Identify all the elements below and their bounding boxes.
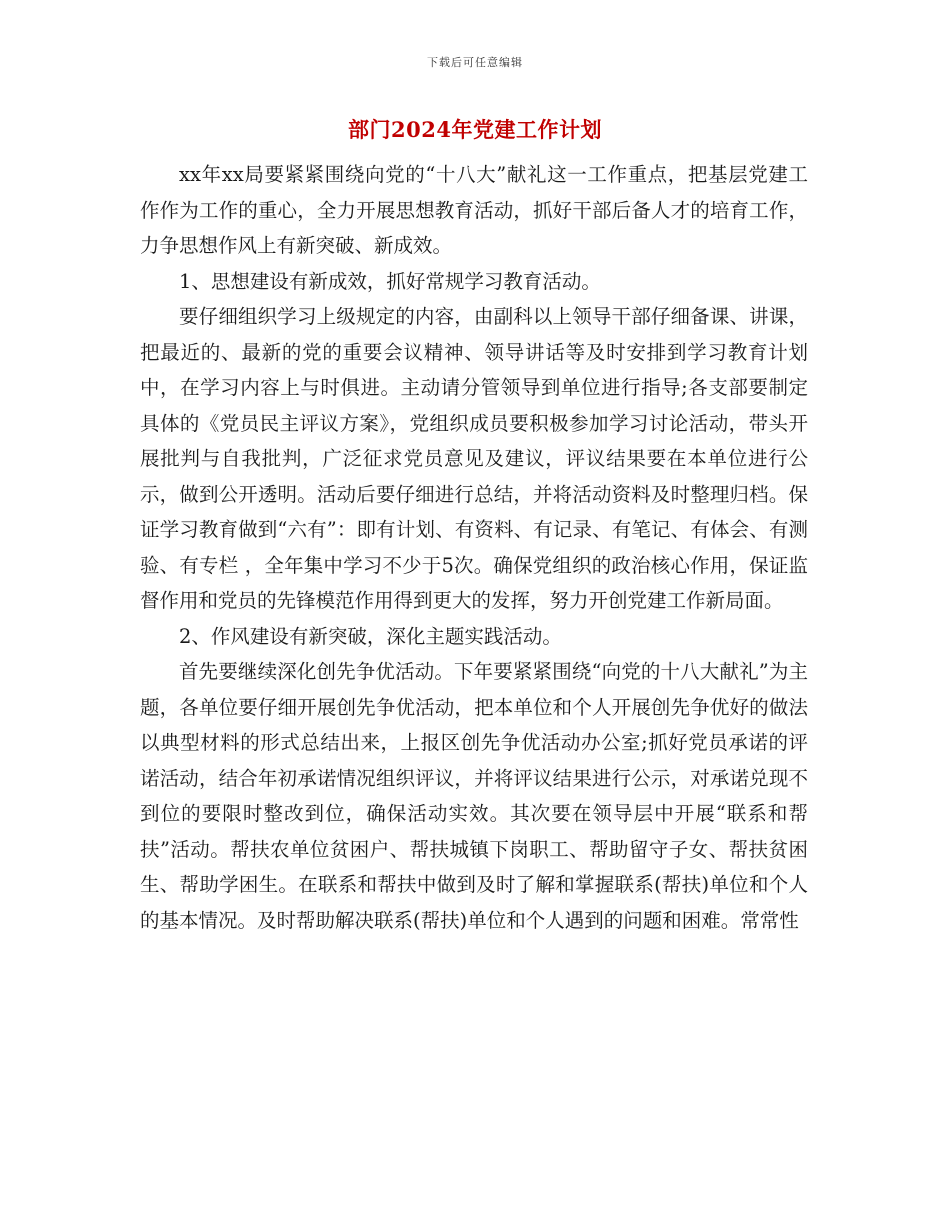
header-note: 下载后可任意编辑	[427, 56, 523, 69]
section-heading-2: 2、作风建设有新突破，深化主题实践活动。	[179, 624, 562, 648]
section-heading-1: 1、思想建设有新成效，抓好常规学习教育活动。	[179, 269, 601, 293]
section-body-2: 首先要继续深化创先争优活动。下年要紧紧围绕“向党的十八大献礼”为主题，各单位要仔细开展创先争优活动，把本单位和个人开展创先争优好的做法以典型材料的形式总结出来，上报区创先争优活动办公室;抓好党员承诺的评诺活动，结合年初承诺情况组织评议，并将评议结果进行公示，对承诺兑现不到位的要限时整改到位，确保活动实效。其次要在领导层中开展“联系和帮扶”活动。帮扶农单位贫困户、帮扶城镇下岗职工、帮助留守子女、帮扶贫困生、帮助学困生。在联系和帮扶中做到及时了解和掌握联系(帮扶)单位和个人的基本情况。及时帮助解决联系(帮扶)单位和个人遇到的问题和困难。常常性	[140, 660, 808, 932]
section-body-1: 要仔细组织学习上级规定的内容，由副科以上领导干部仔细备课、讲课，把最近的、最新的党的重要会议精神、领导讲话等及时安排到学习教育计划中，在学习内容上与时俱进。主动请分管领导到单位进行指导;各支部要制定具体的《党员民主评议方案》，党组织成员要积极参加学习讨论活动，带头开展批判与自我批判，广泛征求党员意见及建议，评议结果要在本单位进行公示，做到公开透明。活动后要仔细进行总结，并将活动资料及时整理归档。保证学习教育做到“六有”：即有计划、有资料、有记录、有笔记、有体会、有测验、有专栏 ，全年集中学习不少于5次。确保党组织的政治核心作用，保证监督作用和党员的先锋模范作用得到更大的发挥，努力开创党建工作新局面。	[140, 305, 808, 612]
intro-paragraph: xx年xx局要紧紧围绕向党的“十八大”献礼这一工作重点，把基层党建工作作为工作的重心，全力开展思想教育活动，抓好干部后备人才的培育工作，力争思想作风上有新突破、新成效。	[140, 163, 808, 257]
document-title: 部门2024年党建工作计划	[348, 117, 602, 142]
document-body	[140, 157, 808, 938]
